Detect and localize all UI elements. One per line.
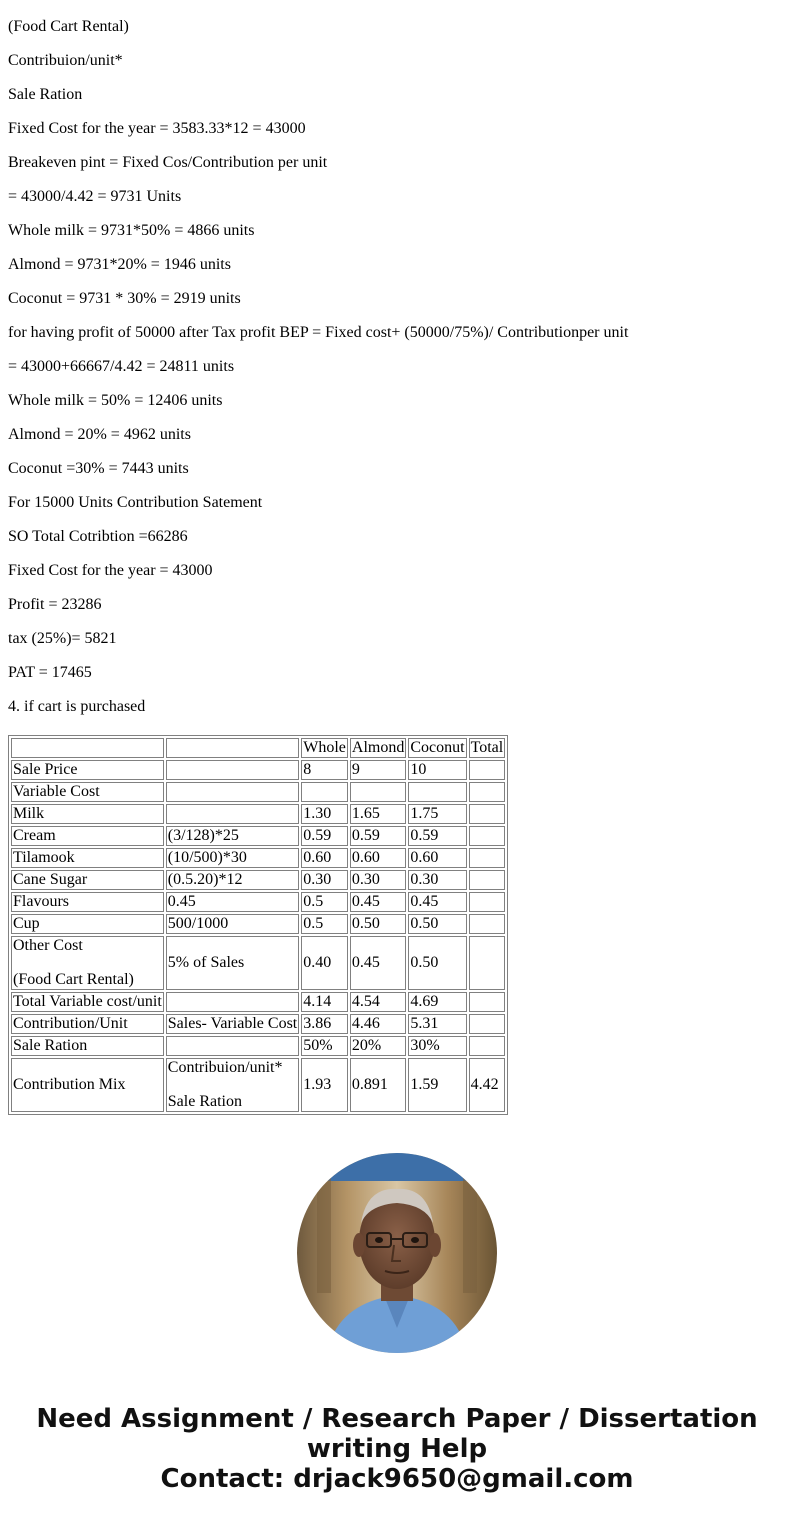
- table-cell: 10: [408, 760, 466, 780]
- text-line: tax (25%)= 5821: [8, 630, 117, 647]
- table-cell-line: Contribuion/unit*: [167, 1059, 283, 1076]
- table-cell: Contribution Mix: [11, 1058, 164, 1112]
- table-row: [11, 936, 505, 990]
- table-cell: Variable Cost: [11, 782, 164, 802]
- table-cell: Total Variable cost/unit: [13, 993, 162, 1010]
- table-cell: 0.50: [408, 914, 466, 934]
- table-cell: 0.5: [301, 914, 348, 934]
- table-cell: [408, 782, 466, 802]
- table-cell-line: Other Cost: [13, 937, 83, 954]
- table-row: [11, 992, 505, 1012]
- table-cell: (0.5.20)*12: [166, 870, 299, 890]
- table-cell: 0.30: [350, 870, 406, 890]
- table-cell: 0.45: [166, 892, 299, 912]
- cost-table-wrapper: [8, 735, 508, 1115]
- table-cell: [469, 782, 506, 802]
- table-cell: 8: [301, 760, 348, 780]
- table-cell: 0.891: [350, 1058, 406, 1112]
- table-cell: Milk: [11, 804, 164, 824]
- text-line: 4. if cart is purchased: [8, 698, 146, 715]
- table-cell: 5% of Sales: [166, 936, 299, 990]
- cost-table: [8, 735, 508, 1115]
- text-line: [8, 0, 788, 2]
- table-cell: [469, 760, 506, 780]
- table-cell: [469, 826, 506, 846]
- table-row: [11, 782, 505, 802]
- text-line: Sale Ration: [8, 86, 83, 103]
- text-line: Fixed Cost for the year = 43000: [8, 562, 213, 579]
- text-line: Coconut = 9731 * 30% = 2919 units: [8, 290, 241, 307]
- table-cell: 9: [350, 760, 406, 780]
- table-cell: 0.59: [301, 826, 348, 846]
- table-cell: Contribution/Unit: [11, 1014, 164, 1034]
- table-cell: 0.45: [408, 892, 466, 912]
- table-cell: 4.42: [469, 1058, 506, 1112]
- table-cell: 0.40: [301, 936, 348, 990]
- table-cell: 500/1000: [166, 914, 299, 934]
- text-line: = 43000/4.42 = 9731 Units: [8, 188, 182, 205]
- table-header-cell: Coconut: [410, 739, 465, 756]
- table-cell: 0.59: [408, 826, 466, 846]
- table-cell: [469, 936, 506, 990]
- text-line: For 15000 Units Contribution Satement: [8, 494, 263, 511]
- table-row: [11, 914, 505, 934]
- table-header-cell: [11, 738, 164, 758]
- table-cell: 0.45: [350, 892, 406, 912]
- table-header-cell: Total: [470, 739, 504, 756]
- table-cell: [469, 914, 506, 934]
- table-cell: 0.45: [350, 936, 406, 990]
- document-body: [8, 0, 788, 732]
- table-cell: [166, 1036, 299, 1056]
- table-cell: 4.14: [301, 992, 348, 1012]
- text-line: Coconut =30% = 7443 units: [8, 460, 189, 477]
- promo-contact[interactable]: Contact: drjack9650@gmail.com: [160, 1464, 634, 1494]
- table-cell: [469, 848, 506, 868]
- table-cell: 4.69: [408, 992, 466, 1012]
- table-cell: 4.54: [350, 992, 406, 1012]
- table-cell: Cane Sugar: [11, 870, 164, 890]
- table-cell: 30%: [408, 1036, 466, 1056]
- table-cell: 0.60: [301, 848, 348, 868]
- table-cell: 5.31: [408, 1014, 466, 1034]
- text-line: Whole milk = 50% = 12406 units: [8, 392, 223, 409]
- table-cell: [469, 1036, 506, 1056]
- table-cell: 0.5: [301, 892, 348, 912]
- table-cell: 0.50: [350, 914, 406, 934]
- table-cell: [350, 782, 406, 802]
- table-cell: 1.59: [408, 1058, 466, 1112]
- table-row: [11, 826, 505, 846]
- table-header-cell: Almond: [351, 739, 405, 756]
- text-line: = 43000+66667/4.42 = 24811 units: [8, 358, 235, 375]
- table-cell: [469, 992, 506, 1012]
- text-line: PAT = 17465: [8, 664, 92, 681]
- text-line: Fixed Cost for the year = 3583.33*12 = 43000: [8, 120, 306, 137]
- table-cell: Sale Ration: [11, 1036, 164, 1056]
- table-row: [11, 892, 505, 912]
- table-cell: 1.65: [350, 804, 406, 824]
- table-cell: Tilamook: [11, 848, 164, 868]
- promo-line-1: Need Assignment / Research Paper / Dissertation: [36, 1404, 758, 1434]
- table-cell: [469, 892, 506, 912]
- table-header-cell: Whole: [303, 739, 346, 756]
- text-line: Almond = 20% = 4962 units: [8, 426, 191, 443]
- table-row: [11, 1014, 505, 1034]
- table-row: [11, 760, 505, 780]
- table-cell: 0.59: [350, 826, 406, 846]
- table-cell: 1.93: [301, 1058, 348, 1112]
- author-avatar: [297, 1153, 497, 1353]
- table-cell: 3.86: [301, 1014, 348, 1034]
- table-cell: [11, 936, 164, 990]
- promo-line-2: writing Help: [306, 1434, 488, 1464]
- table-cell: [301, 782, 348, 802]
- text-line: Contribuion/unit*: [8, 52, 123, 69]
- text-line: Breakeven pint = Fixed Cos/Contribution per unit: [8, 154, 328, 171]
- table-cell: 4.46: [350, 1014, 406, 1034]
- promo-banner: [0, 1404, 794, 1494]
- text-line: SO Total Cotribtion =66286: [8, 528, 188, 545]
- table-cell: 0.30: [301, 870, 348, 890]
- table-cell: 0.50: [408, 936, 466, 990]
- table-cell: [166, 804, 299, 824]
- table-cell: 0.60: [350, 848, 406, 868]
- table-cell: 1.75: [408, 804, 466, 824]
- table-cell: 0.60: [408, 848, 466, 868]
- table-cell: [166, 992, 299, 1012]
- table-cell: [166, 1058, 299, 1112]
- table-cell: Sales- Variable Cost: [167, 1015, 298, 1032]
- table-row: [11, 870, 505, 890]
- table-row: [11, 848, 505, 868]
- table-cell: 20%: [350, 1036, 406, 1056]
- table-cell: (10/500)*30: [166, 848, 299, 868]
- table-cell-line: Sale Ration: [167, 1093, 242, 1110]
- cost-table-body: [11, 738, 505, 1112]
- table-cell: 50%: [301, 1036, 348, 1056]
- table-cell: 0.30: [408, 870, 466, 890]
- table-cell: Cream: [11, 826, 164, 846]
- table-cell: [166, 760, 299, 780]
- table-row: [11, 804, 505, 824]
- text-line: Almond = 9731*20% = 1946 units: [8, 256, 231, 273]
- table-row: [11, 1036, 505, 1056]
- table-cell: [469, 804, 506, 824]
- text-line: for having profit of 50000 after Tax profit BEP = Fixed cost+ (50000/75%)/ Contributionper unit: [8, 324, 629, 341]
- author-photo-icon: [297, 1153, 497, 1353]
- text-line: Whole milk = 9731*50% = 4866 units: [8, 222, 255, 239]
- table-cell: [469, 1014, 506, 1034]
- table-cell: Flavours: [11, 892, 164, 912]
- table-cell: 1.30: [301, 804, 348, 824]
- text-line: (Food Cart Rental): [8, 18, 129, 35]
- table-header-row: [11, 738, 505, 758]
- table-row: [11, 1058, 505, 1112]
- table-cell: Cup: [11, 914, 164, 934]
- table-cell: [166, 782, 299, 802]
- table-cell: (3/128)*25: [166, 826, 299, 846]
- table-cell: [469, 870, 506, 890]
- table-cell: Sale Price: [11, 760, 164, 780]
- table-header-cell: [166, 738, 299, 758]
- table-cell-line: (Food Cart Rental): [13, 971, 134, 988]
- text-line: Profit = 23286: [8, 596, 102, 613]
